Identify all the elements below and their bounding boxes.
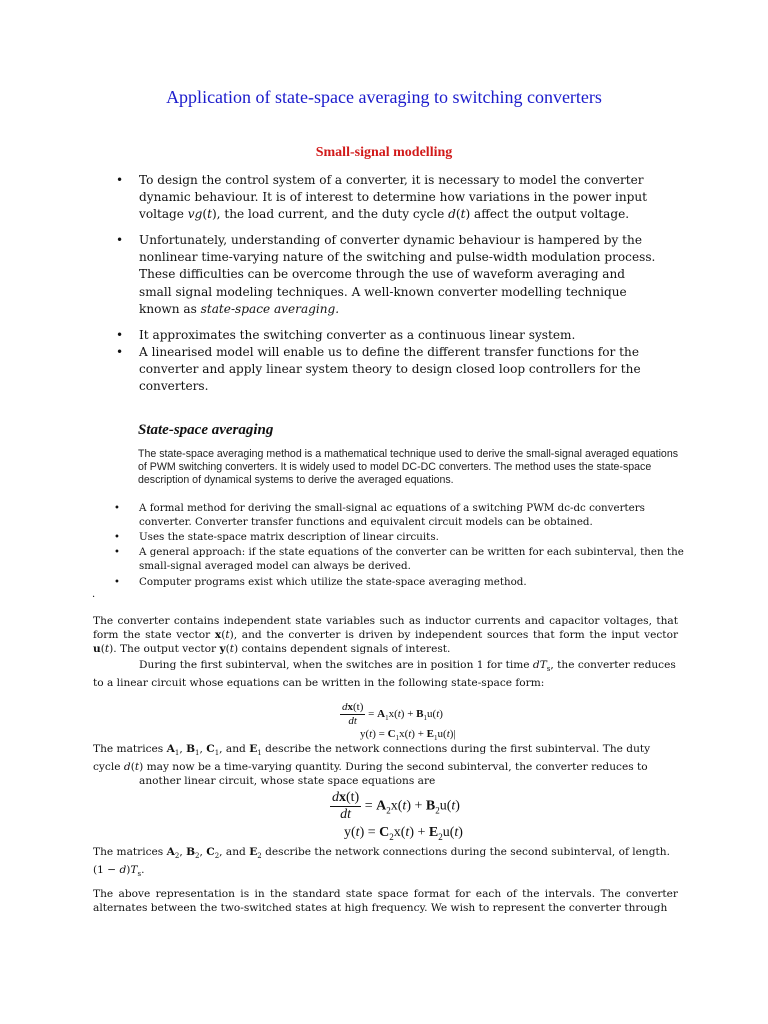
- method-bullet: [114, 502, 684, 530]
- derivative-fraction: $\frac{dx(t)}{dt}$: [332, 790, 360, 822]
- body-paragraph: The converter contains independent state variables such as inductor currents and capacitor voltages, that form the state vector x(t), and the converter is driven by independent sources that form the input vector u(t). The output vector y(t) contains dependent signals of interest.: [93, 615, 679, 655]
- bullet-text: It approximates the switching converter as a continuous linear system.: [139, 328, 576, 342]
- body-paragraph: The above representation is in the standard state space format for each of the intervals. The converter alternates between the two-switched states at high frequency. We wish to represent the converter through: [93, 888, 678, 914]
- state-equation-2: $\frac{dx(t)}{dt}$ = $A_2x(t) + B_2u(t)$ $y(t) = C_2x(t) + E_2u(t)$: [332, 790, 463, 842]
- state-equation-1: $\frac{dx(t)}{dt}$ = $A_1x(t) + B_1u(t)$ $y(t) = C_1x(t) + E_1u(t)|$: [342, 701, 456, 743]
- bullet-dot: •: [114, 547, 120, 558]
- bullet-dot: •: [116, 173, 124, 187]
- bullet-dot: •: [116, 233, 124, 247]
- bullet-text: Uses the state-space matrix description of linear circuits.: [139, 531, 439, 543]
- bullet-text: Computer programs exist which utilize the state-space averaging method.: [139, 576, 527, 588]
- bullet-text: A linearised model will enable us to define the different transfer functions for the converter and apply linear system theory to design closed loop controllers for the converters.: [139, 345, 641, 394]
- bullet-text: A formal method for deriving the small-signal ac equations of a switching PWM dc-dc converters converter. Converter transfer functions and equivalent circuit models can be obtained.: [139, 502, 645, 528]
- bullet-text: Unfortunately, understanding of converter dynamic behaviour is hampered by the nonlinear time-varying nature of the switching and pulse-width modulation process. These difficulties can be overcome through the use of waveform averaging and small signal modeling techniques. A well-known converter modelling technique known as state-space averaging.: [139, 233, 656, 316]
- method-bullet: [114, 531, 684, 545]
- bullet-dot: •: [114, 532, 120, 543]
- method-bullet: [114, 576, 684, 590]
- section-heading: State-space averaging: [138, 422, 274, 438]
- intro-bullet: [116, 172, 656, 224]
- bullet-dot: •: [116, 345, 124, 359]
- intro-bullet: [116, 232, 656, 318]
- bullet-text: To design the control system of a converter, it is necessary to model the converter dynamic behaviour. It is of interest to determine how variations in the power input voltage vg(t), the load current, and the duty cycle d(t) affect the output voltage.: [139, 173, 648, 222]
- body-paragraph: The matrices $A_1$, $B_1$, $C_1$, and $E_1$ describe the network connections during the first subinterval. The duty cycle d(t) may now be a time-varying quantity. During the second subinterval, the converter reduces to another linear circuit, whose state space equations are: [93, 743, 651, 788]
- body-paragraph: The matrices $A_2$, $B_2$, $C_2$, and $E_2$ describe the network connections during the second subinterval, of length. $(1 - d)T_s$.: [93, 846, 670, 879]
- page-title: Application of state-space averaging to switching converters: [166, 87, 602, 107]
- section-paragraph: The state-space averaging method is a mathematical technique used to derive the small-signal averaged equations of PWM switching converters. It is widely used to model DC-DC converters. The method uses the state-space description of dynamical systems to derive the averaged equations.: [138, 448, 679, 487]
- method-bullet: [114, 546, 684, 574]
- bullet-dot: •: [114, 503, 120, 514]
- bullet-text: A general approach: if the state equations of the converter can be written for each subinterval, then the small-signal averaged model can always be derived.: [139, 546, 684, 572]
- stray-mark: ·: [92, 592, 96, 603]
- intro-bullet: [116, 344, 656, 396]
- bullet-dot: •: [116, 328, 124, 342]
- bullet-dot: •: [114, 577, 120, 588]
- intro-bullet: [116, 327, 656, 344]
- body-paragraph: During the first subinterval, when the switches are in position 1 for time $dT_s$, the converter reduces to a linear circuit whose equations can be written in the following state-space form:: [93, 659, 676, 690]
- section-subtitle: Small-signal modelling: [315, 145, 453, 160]
- derivative-fraction: $\frac{dx(t)}{dt}$: [342, 701, 364, 727]
